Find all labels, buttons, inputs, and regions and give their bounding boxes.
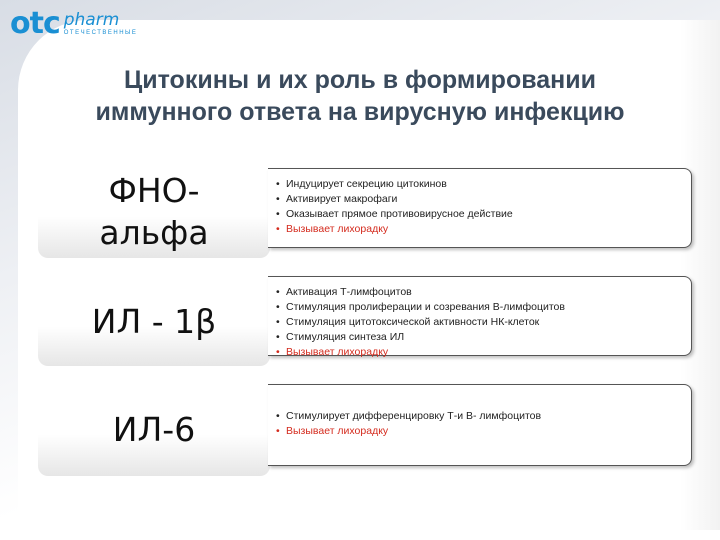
effect-item: • Стимуляция синтеза ИЛ	[276, 330, 691, 345]
effect-item: • Стимулирует дифференцировку Т-и В- лимфоцитов	[276, 409, 691, 424]
cytokine-label-il6	[38, 384, 270, 476]
effects-list	[276, 285, 691, 360]
effect-item: • Активация Т-лимфоцитов	[276, 285, 691, 300]
effect-item: • Активирует макрофаги	[276, 192, 691, 207]
effect-item: • Оказывает прямое противовирусное действие	[276, 207, 691, 222]
effects-list	[276, 409, 691, 439]
effects-list	[276, 177, 691, 237]
effect-item: • Стимуляция цитотоксической активности НК-клеток	[276, 315, 691, 330]
logo-text	[63, 9, 138, 37]
logo-mark: otc	[10, 6, 60, 41]
slide-title-line-2: иммунного ответа на вирусную инфекцию	[95, 98, 625, 126]
cytokine-label-il1b	[38, 278, 270, 366]
cytokine-name-line-1: ИЛ-6	[112, 410, 196, 449]
effect-item: • Стимуляция пролиферации и созревания В-лимфоцитов	[276, 300, 691, 315]
cytokine-name-line-1: ФНО-	[108, 171, 200, 210]
logo-word: pharm	[63, 9, 120, 30]
slide-title-line-1: Цитокины и их роль в формировании	[124, 66, 596, 94]
slide-title	[0, 64, 720, 128]
logo-subtitle: ОТЕЧЕСТВЕННЫЕ	[63, 29, 138, 36]
cytokine-effects-box-il1b	[268, 276, 692, 356]
cytokine-effects-box-tnf	[268, 168, 692, 248]
effect-item: • Вызывает лихорадку	[276, 222, 691, 237]
cytokine-name-line-2: альфа	[99, 213, 209, 252]
cytokine-effects-box-il6	[268, 384, 692, 466]
cytokine-label-tnf	[38, 166, 270, 258]
effect-item: • Индуцирует секрецию цитокинов	[276, 177, 691, 192]
effect-item: • Вызывает лихорадку	[276, 345, 691, 360]
cytokine-name-line-1: ИЛ - 1β	[91, 302, 217, 341]
effect-item: • Вызывает лихорадку	[276, 424, 691, 439]
otc-pharm-logo	[10, 6, 137, 42]
